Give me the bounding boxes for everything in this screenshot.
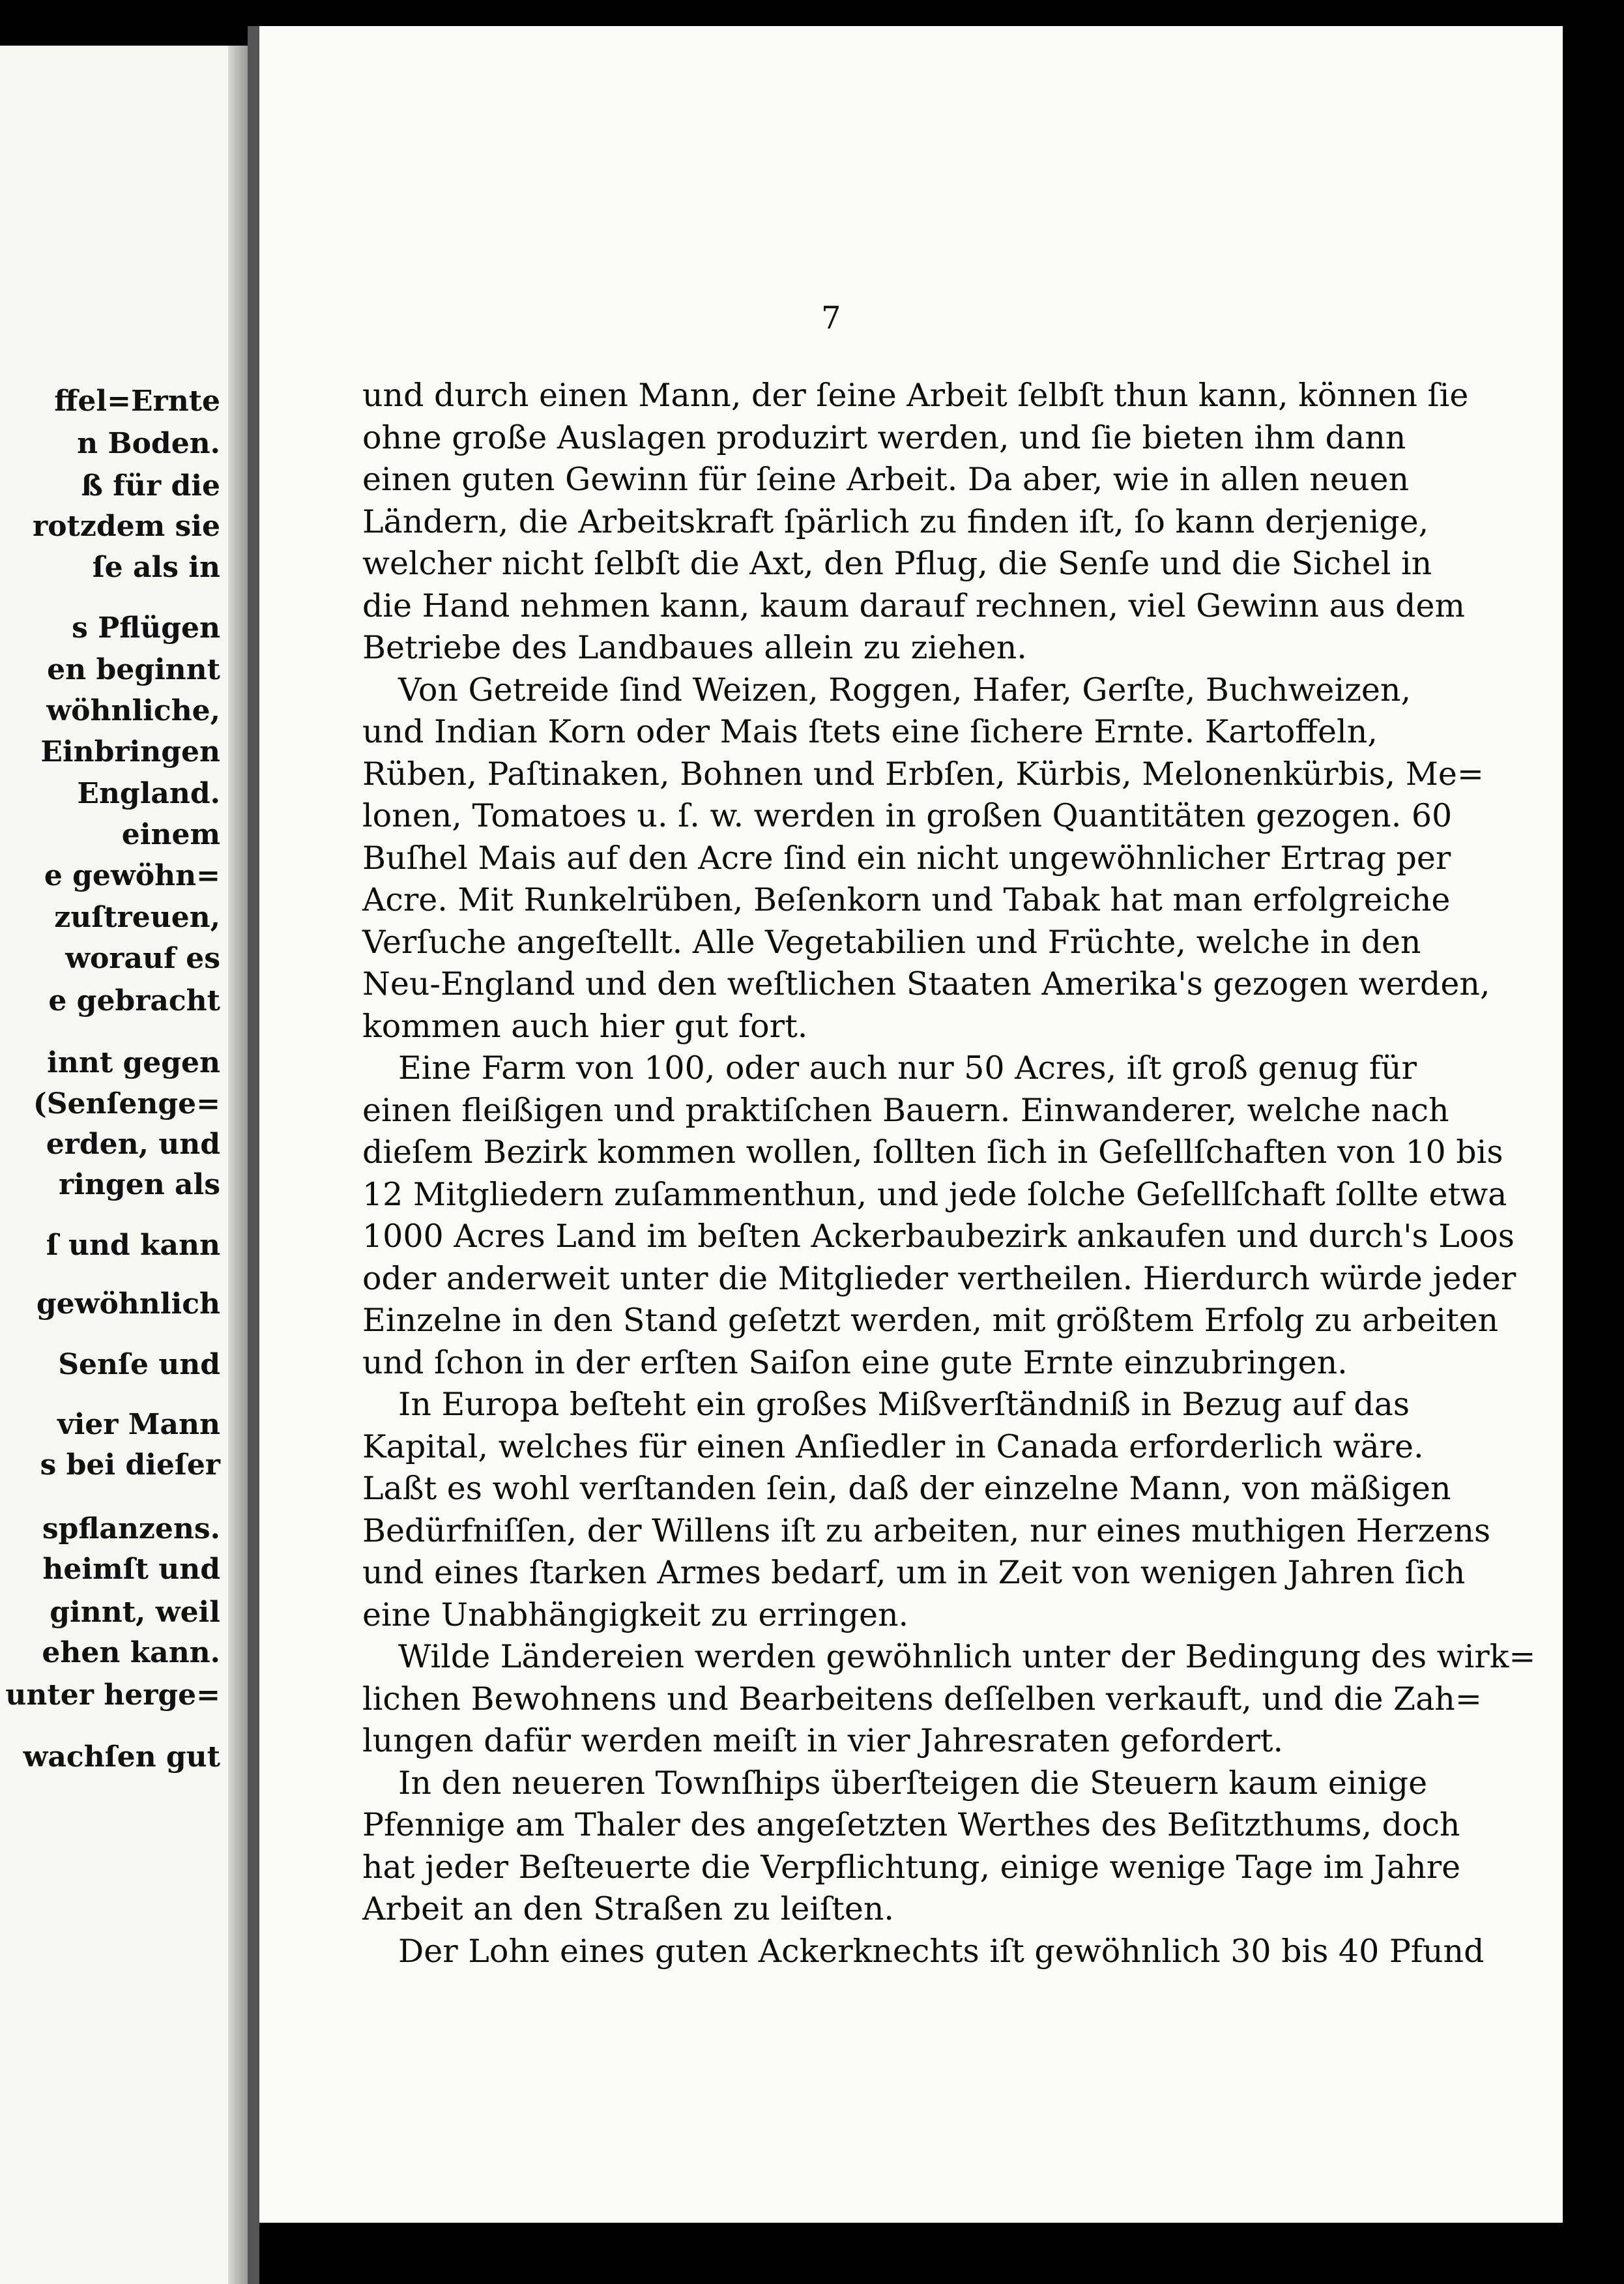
- left-page-line: e gebracht: [48, 984, 220, 1018]
- text-line: Kapital, welches für einen Anſiedler in Canada erforderlich wäre.: [362, 1428, 1424, 1465]
- text-line: 1000 Acres Land im beſten Ackerbaubezirk ankaufen und durch's Loos: [362, 1218, 1515, 1255]
- left-page-line: s Pflügen: [72, 611, 220, 645]
- text-line: lichen Bewohnens und Bearbeitens deſſelben verkauft, und die Zah=: [362, 1680, 1482, 1718]
- text-line: oder anderweit unter die Mitglieder vertheilen. Hierdurch würde jeder: [362, 1259, 1516, 1297]
- text-line: lungen dafür werden meiſt in vier Jahresraten gefordert.: [362, 1722, 1284, 1759]
- left-page-line: rotzdem sie: [33, 510, 220, 543]
- page-number: 7: [821, 300, 841, 336]
- left-page-line: einem: [121, 818, 220, 851]
- text-line: 12 Mitgliedern zuſammenthun, und jede ſolche Geſellſchaft ſollte etwa: [362, 1175, 1507, 1213]
- text-line: Bedürfniſſen, der Willens iſt zu arbeiten, nur eines muthigen Herzens: [362, 1512, 1491, 1549]
- text-line: In den neueren Townſhips überſteigen die Steuern kaum einige: [398, 1764, 1428, 1802]
- left-page-line: spflanzens.: [42, 1512, 220, 1545]
- left-page-line: unter herge=: [5, 1678, 220, 1712]
- text-line: eine Unabhängigkeit zu erringen.: [362, 1596, 909, 1633]
- left-page-line: ſ und kann: [46, 1229, 220, 1262]
- left-page-line: vier Mann: [57, 1408, 220, 1441]
- left-page-line: n Boden.: [77, 427, 220, 460]
- left-page-line: Senſe und: [58, 1348, 220, 1381]
- text-line: Verſuche angeſtellt. Alle Vegetabilien und Früchte, welche in den: [362, 923, 1421, 961]
- right-page: [259, 26, 1563, 2223]
- left-page-line: ſe als in: [92, 551, 220, 584]
- text-line: Acre. Mit Runkelrüben, Beſenkorn und Tabak hat man erfolgreiche: [362, 881, 1451, 918]
- text-line: Rüben, Paſtinaken, Bohnen und Erbſen, Kürbis, Melonenkürbis, Me=: [362, 755, 1484, 793]
- page-edge: [248, 26, 259, 2284]
- text-line: Von Getreide ſind Weizen, Roggen, Hafer, Gerſte, Buchweizen,: [398, 671, 1412, 709]
- left-page-line: worauf es: [65, 942, 220, 975]
- left-page-line: ehen kann.: [42, 1636, 220, 1669]
- left-page-line: gewöhnlich: [36, 1287, 220, 1321]
- text-line: Buſhel Mais auf den Acre ſind ein nicht ungewöhnlicher Ertrag per: [362, 839, 1451, 877]
- text-line: Der Lohn eines guten Ackerknechts iſt gewöhnlich 30 bis 40 Pfund: [398, 1932, 1485, 1970]
- left-page-line: e gewöhn=: [44, 859, 220, 892]
- text-line: Neu-England und den weſtlichen Staaten Amerika's gezogen werden,: [362, 965, 1490, 1003]
- text-line: Ländern, die Arbeitskraft ſpärlich zu finden iſt, ſo kann derjenige,: [362, 503, 1429, 540]
- text-line: einen guten Gewinn für ſeine Arbeit. Da aber, wie in allen neuen: [362, 461, 1410, 498]
- left-page-line: zuſtreuen,: [54, 901, 220, 934]
- left-page-line: ringen als: [59, 1168, 220, 1201]
- left-page-line: wachſen gut: [23, 1740, 220, 1774]
- text-line: lonen, Tomatoes u. ſ. w. werden in großen Quantitäten gezogen. 60: [362, 797, 1453, 834]
- text-line: Laßt es wohl verſtanden ſein, daß der einzelne Mann, von mäßigen: [362, 1470, 1451, 1507]
- left-page-line: ginnt, weil: [50, 1596, 220, 1629]
- left-page-line: innt gegen: [47, 1046, 220, 1079]
- text-line: die Hand nehmen kann, kaum darauf rechnen, viel Gewinn aus dem: [362, 587, 1465, 624]
- text-line: welcher nicht ſelbſt die Axt, den Pflug, die Senſe und die Sichel in: [362, 545, 1432, 582]
- text-line: Betriebe des Landbaues allein zu ziehen.: [362, 629, 1027, 666]
- text-line: dieſem Bezirk kommen wollen, ſollten ſich in Geſellſchaften von 10 bis: [362, 1134, 1503, 1171]
- text-line: Arbeit an den Straßen zu leiſten.: [362, 1890, 894, 1927]
- left-page-line: Einbringen: [40, 735, 220, 769]
- text-line: In Europa beſteht ein großes Mißverſtändniß in Bezug auf das: [398, 1386, 1410, 1423]
- text-line: Pfennige am Thaler des angeſetzten Werthes des Beſitzthums, doch: [362, 1806, 1460, 1843]
- left-page-line: erden, und: [46, 1128, 220, 1161]
- text-line: einen fleißigen und praktiſchen Bauern. Einwanderer, welche nach: [362, 1091, 1449, 1129]
- left-page-line: ffel=Ernte: [54, 385, 220, 418]
- text-line: und eines ſtarken Armes bedarf, um in Zeit von wenigen Jahren ſich: [362, 1554, 1466, 1591]
- left-page-line: heimſt und: [42, 1553, 220, 1586]
- left-page-line: ß für die: [81, 469, 220, 503]
- text-line: und ſchon in der erſten Saiſon eine gute Ernte einzubringen.: [362, 1343, 1348, 1381]
- text-line: und Indian Korn oder Mais ſtets eine ſichere Ernte. Kartoffeln,: [362, 713, 1378, 750]
- left-page-line: wöhnliche,: [46, 694, 220, 727]
- body-text: [362, 375, 1536, 1972]
- text-line: hat jeder Beſteuerte die Verpflichtung, einige wenige Tage im Jahre: [362, 1848, 1461, 1886]
- scan-border: [259, 2223, 1624, 2284]
- left-page-line: England.: [77, 777, 220, 810]
- text-line: Eine Farm von 100, oder auch nur 50 Acres, iſt groß genug für: [398, 1049, 1417, 1087]
- left-page: [0, 46, 248, 2284]
- text-line: kommen auch hier gut fort.: [362, 1007, 808, 1045]
- text-line: Einzelne in den Stand geſetzt werden, mit größtem Erfolg zu arbeiten: [362, 1302, 1499, 1339]
- text-line: und durch einen Mann, der ſeine Arbeit ſelbſt thun kann, können ſie: [362, 377, 1469, 414]
- left-page-line: s bei dieſer: [40, 1448, 220, 1482]
- left-page-line: (Senſenge=: [33, 1087, 220, 1120]
- page-gutter: [228, 46, 248, 2284]
- text-line: Wilde Ländereien werden gewöhnlich unter der Bedingung des wirk=: [398, 1638, 1536, 1675]
- left-page-line: en beginnt: [47, 653, 220, 686]
- text-line: ohne große Auslagen produzirt werden, und ſie bieten ihm dann: [362, 418, 1406, 456]
